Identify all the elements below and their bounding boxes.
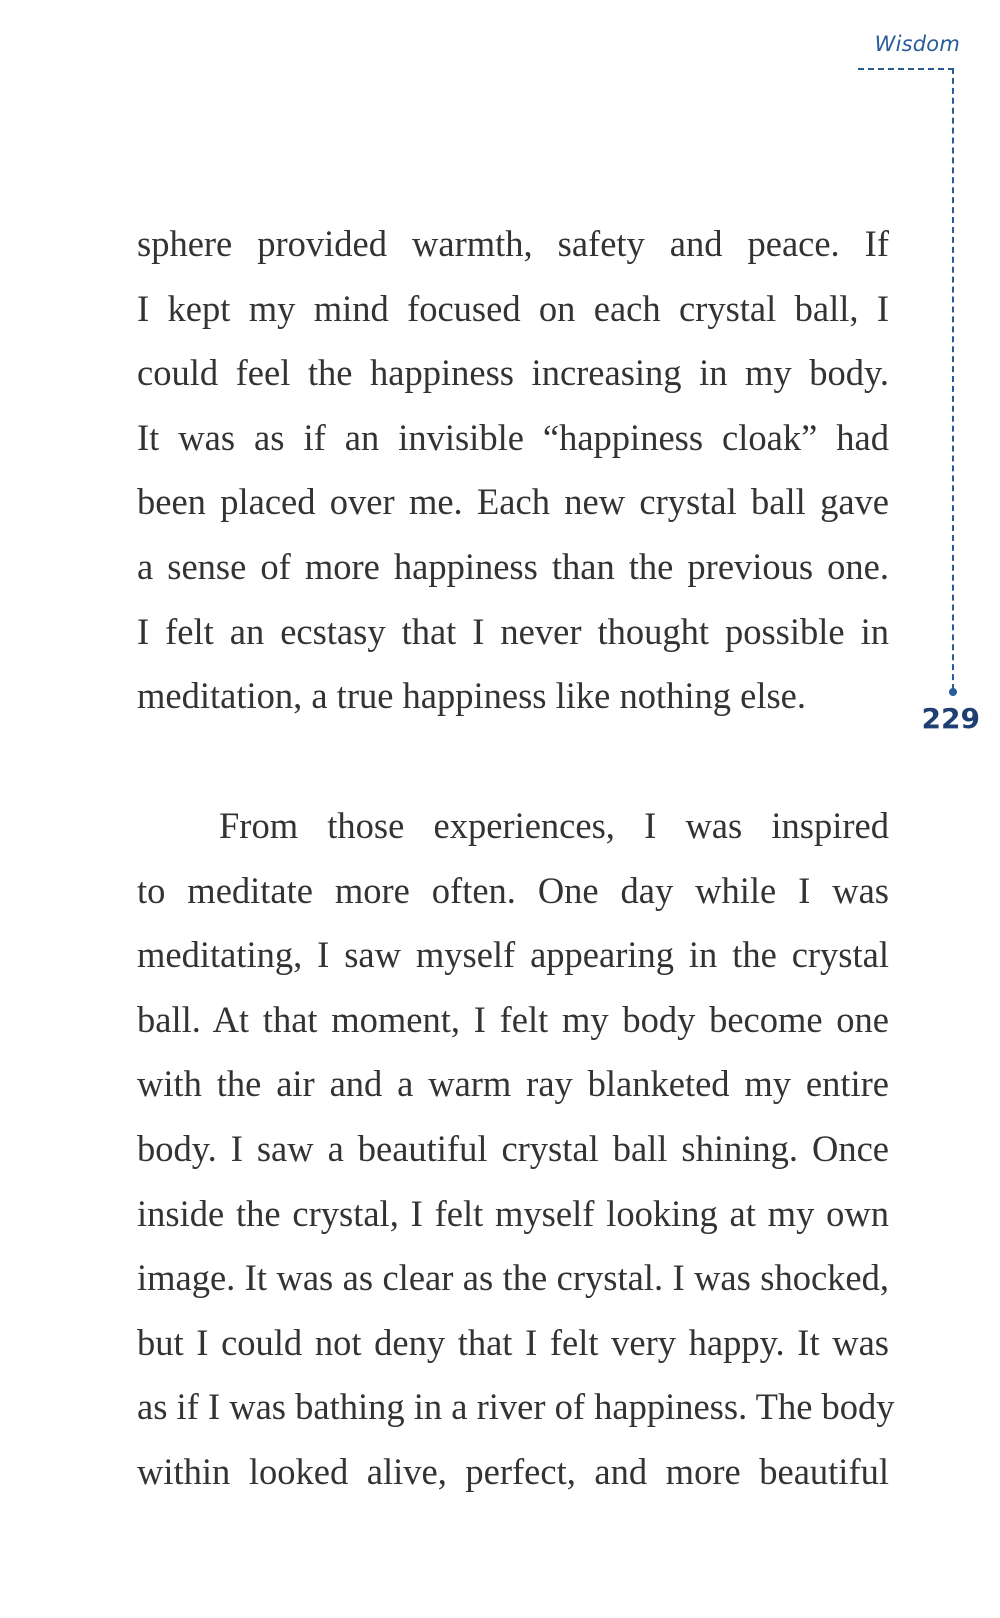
paragraph-line: could feel the happiness increasing in my body. bbox=[137, 352, 889, 394]
page-number: 229 bbox=[921, 702, 980, 735]
paragraph-line: From those experiences, I was inspired bbox=[219, 805, 889, 846]
paragraph-line: ball. At that moment, I felt my body become one bbox=[137, 998, 889, 1040]
paragraph-line: as if I was bathing in a river of happiness. The body bbox=[137, 1386, 895, 1428]
paragraph-line: to meditate more often. One day while I was bbox=[137, 869, 889, 911]
dotted-rule-vertical bbox=[952, 68, 954, 690]
paragraph-line: meditation, a true happiness like nothing else. bbox=[137, 675, 807, 717]
section-label: Wisdom bbox=[874, 32, 960, 56]
paragraph-line: I kept my mind focused on each crystal ball, I bbox=[137, 287, 889, 329]
paragraph-1 bbox=[137, 212, 889, 729]
paragraph-line: body. I saw a beautiful crystal ball shining. Once bbox=[137, 1127, 889, 1169]
paragraph-2 bbox=[137, 794, 895, 1505]
paragraph-line: within looked alive, perfect, and more beautiful bbox=[137, 1450, 889, 1492]
paragraph-line: a sense of more happiness than the previous one. bbox=[137, 545, 889, 587]
paragraph-line: sphere provided warmth, safety and peace. If bbox=[137, 223, 889, 264]
paragraph-line: image. It was as clear as the crystal. I was shocked, bbox=[137, 1257, 889, 1299]
paragraph-line: but I could not deny that I felt very happy. It was bbox=[137, 1321, 889, 1363]
paragraph-line: meditating, I saw myself appearing in the crystal bbox=[137, 934, 889, 976]
paragraph-line: inside the crystal, I felt myself looking at my own bbox=[137, 1192, 889, 1234]
paragraph-line: with the air and a warm ray blanketed my entire bbox=[137, 1063, 889, 1105]
dotted-rule-end-dot bbox=[949, 688, 957, 696]
dotted-rule-horizontal bbox=[858, 68, 954, 70]
paragraph-line: It was as if an invisible “happiness cloak” had bbox=[137, 416, 889, 458]
paragraph-line: been placed over me. Each new crystal ball gave bbox=[137, 481, 889, 523]
paragraph-line: I felt an ecstasy that I never thought possible in bbox=[137, 610, 889, 652]
